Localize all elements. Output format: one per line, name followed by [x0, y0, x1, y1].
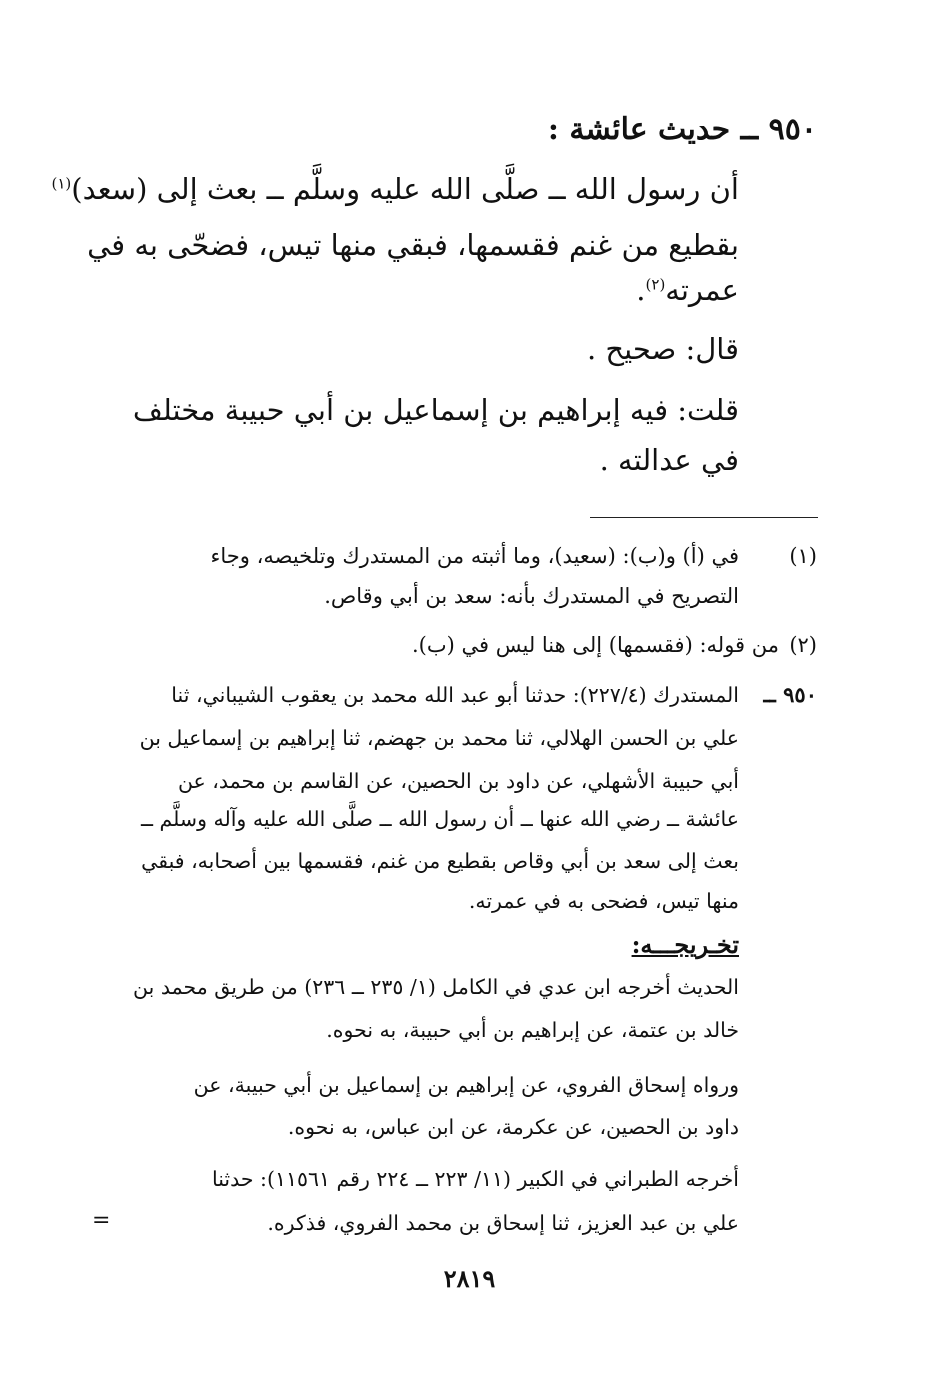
footnote-divider [590, 517, 818, 518]
footnote-1-line-1: في (أ) و(ب): (سعيد)، وما أثبته من المستدرك وتلخيصه، وجاء [210, 544, 739, 568]
footnote-1-marker: (١) [789, 544, 817, 568]
footnote-ref-2[interactable]: (٢) [645, 275, 666, 294]
takhrij-p3-line-1: أخرجه الطبراني في الكبير (١١/ ٢٢٣ ــ ٢٢٤ رقم ١١٥٦١): حدثنا [211, 1167, 739, 1191]
footnote-2-marker: (٢) [789, 633, 817, 657]
footnote-1-line-2: التصريح في المستدرك بأنه: سعد بن أبي وقاص. [324, 584, 739, 608]
commentary-line-4: عائشة ــ رضي الله عنها ــ أن رسول الله ــ صلَّى الله عليه وآله وسلَّم ــ [140, 807, 739, 831]
hadith-title: ٩٥٠ ــ حديث عائشة : [547, 112, 817, 147]
takhrij-p1-line-1: الحديث أخرجه ابن عدي في الكامل (١/ ٢٣٥ ــ ٢٣٦) من طريق محمد بن [133, 975, 739, 999]
qultu-line-2: في عدالته . [599, 443, 739, 477]
commentary-line-5: بعث إلى سعد بن أبي وقاص بقطيع من غنم، فقسمها بين أصحابه، فبقي [141, 849, 739, 873]
footnote-2-line-1: من قوله: (فقسمها) إلى هنا ليس في (ب). [411, 633, 779, 657]
commentary-number: ٩٥٠ ــ [763, 682, 817, 707]
footnote-ref-1[interactable]: (١) [51, 174, 72, 193]
takhrij-p3-line-2: علي بن عبد العزيز، ثنا إسحاق بن محمد الفروي، فذكره. [267, 1211, 739, 1235]
commentary-line-2: علي بن الحسن الهلالي، ثنا محمد بن جهضم، ثنا إبراهيم بن إسماعيل بن [139, 726, 739, 750]
continuation-mark: = [92, 1208, 111, 1233]
qala-line: قال: صحيح . [586, 332, 739, 366]
page-number: ٢٨١٩ [443, 1264, 496, 1293]
commentary-line-1: المستدرك (٢٢٧/٤): حدثنا أبو عبد الله محمد بن يعقوب الشيباني، ثنا [171, 683, 739, 707]
commentary-line-3: أبي حبيبة الأشهلي، عن داود بن الحصين، عن القاسم بن محمد، عن [177, 769, 739, 793]
takhrij-p2-line-1: ورواه إسحاق الفروي، عن إبراهيم بن إسماعيل بن أبي حبيبة، عن [193, 1073, 739, 1097]
qultu-line-1: قلت: فيه إبراهيم بن إسماعيل بن أبي حبيبة مختلف [132, 393, 739, 427]
hadith-number: ٩٥٠ [768, 112, 817, 147]
hadith-line-3: عمرته$^{(٢)}$. [636, 273, 739, 307]
hadith-line-1: أن رسول الله ــ صلَّى الله عليه وسلَّم ــ بعث إلى (سعد)$^{(١)}$ [51, 172, 739, 206]
hadith-heading: حديث عائشة : [547, 112, 731, 147]
hadith-line-2: بقطيع من غنم فقسمها، فبقي منها تيس، فضحّى به في [87, 228, 739, 262]
commentary-line-6: منها تيس، فضحى به في عمرته. [468, 889, 739, 913]
takhrij-p1-line-2: خالد بن عتمة، عن إبراهيم بن أبي حبيبة، به نحوه. [326, 1018, 739, 1042]
takhrij-p2-line-2: داود بن الحصين، عن عكرمة، عن ابن عباس، به نحوه. [287, 1115, 739, 1139]
takhrij-heading: تخـريجـــه: [631, 930, 739, 959]
